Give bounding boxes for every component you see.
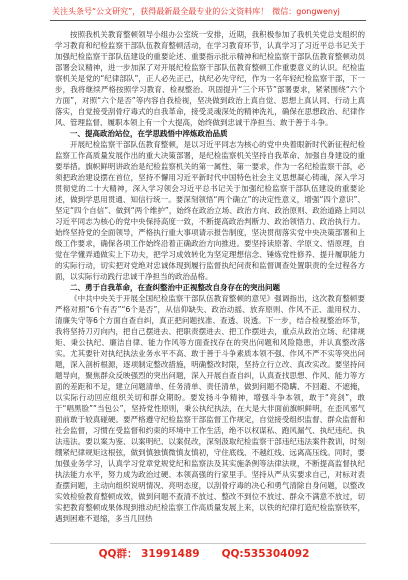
- section-2-paragraph: 《中共中央关于开展全国纪检监察干部队伍教育整顿的意见》强调指出，这次教育整顿要严格对照“6个有否”“6个是否”，从信仰缺失、政治动摇、放弃原则、作风不正、滥用权力、清廉失守等6个方面自查自纠，真正把问题找准、查透、说透。下一步，结合检视整治环节，我将坚持刀刃向内，把自己摆进去、把职责摆进去、把工作摆进去，重点从政治立场、纪律规矩、秉公执纪、廉洁自律、能力作风等方面查找存在的突出问题和风险隐患，并认真整改落实。尤其要针对执纪执法业务水平不高、敢于善于斗争素质本领不强、作风不严不实等突出问题，深入剖析根源，逐项制定整改措施，明确整改时限，坚持立行立改、真改实改。要坚持问题导向，聚焦群众反映强烈的突出问题，深入开展自查自纠，认真查找思想、作风、能力等方面的差距和不足，建立问题清单、任务清单、责任清单，做到问题不隐瞒、不回避、不遮掩，以实际行动回应组织关切和群众期盼。要发扬斗争精神，增强斗争本领，敢于“亮剑”，敢于“唱黑脸”“当包公”，坚持党性原则，秉公执纪执法，在大是大非面前旗帜鲜明，在歪风邪气面前敢于较真碰硬。要严格遵守纪检监察干部监督工作规定，自觉接受组织监督、群众监督和社会监督，习惯在受监督和约束的环境中工作生活，绝不以权谋私、跑风漏气、执纪违纪、执法违法。要以案为鉴、以案明纪、以案促改，深刻汲取纪检监察干部违纪违法案件教训，时刻绷紧纪律规矩这根弦，做到慎独慎微慎友慎初，守住底线、不越红线、远离高压线。同时，要加强业务学习，认真学习党章党规党纪和监察法及其实施条例等法律法规，不断提高监督执纪执法能力水平，努力成为政治过硬、本领高强的行家里手。坚持从严从实要求自己，对标对表查摆问题，主动向组织说明情况、亮明态度，以刮骨疗毒的决心和勇气清除自身问题，以整改实效检验教育整顿成效，做到问题不查清不放过、整改不到位不放过、群众不满意不放过，切实把教育整顿成果体现到推动纪检监察工作高质量发展上来，以铁的纪律打造纪检监察铁军，遇到困难不退缩，多当几回热: [55, 294, 365, 523]
- promo-header: [52, 7, 366, 17]
- footer-divider: [50, 543, 366, 544]
- document-body: [55, 29, 365, 540]
- section-heading-1: 一、提高政治站位，在学思践悟中淬炼政治品质: [70, 129, 228, 138]
- section-1-paragraph: 开展纪检监察干部队伍教育整顿，是以习近平同志为核心的党中央着眼新时代新征程纪检监察工作高质量发展作出的重大决策部署，是纪检监察机关坚持自我革命、加强自身建设的重要举措。旗帜鲜明讲政治是纪检监察机关的第一属性、第一要求，作为一名纪检监察干部，必须把政治建设摆在首位，坚持不懈用习近平新时代中国特色社会主义思想凝心铸魂，深入学习贯彻党的二十大精神，深入学习领会习近平总书记关于加强纪检监察干部队伍建设的重要论述，做到学思用贯通、知信行统一。要深刻领悟“两个确立”的决定性意义，增强“四个意识”、坚定“四个自信”、做到“两个维护”，始终在政治立场、政治方向、政治原则、政治道路上同以习近平同志为核心的党中央保持高度一致，不断提高政治判断力、政治领悟力、政治执行力。始终坚持党的全面领导，严格执行重大事项请示报告制度，坚决贯彻落实党中央决策部署和上级工作要求，确保各项工作始终沿着正确政治方向推进。要坚持读原著、学原文、悟原理，自觉在学懂弄通做实上下功夫，把学习成效转化为坚定理想信念、锤炼党性修养、提升履职能力的实际行动，切实把对党绝对忠诚体现到履行监督执纪问责和监督调查处置职责的全过程各方面，以实际行动践行忠诚干净担当的政治品格。: [55, 140, 365, 281]
- promo-notice: 关注头条号“公文研究”，获得最新最全最专业的公文资料库！: [52, 7, 269, 16]
- section-heading-2: 二、勇于自我革命，在查纠整治中正视整改自身存在的突出问题: [70, 283, 280, 292]
- header-divider: [50, 20, 366, 21]
- wechat-id: 微信：gongwenyj: [272, 7, 340, 16]
- qq-number: QQ:535304092: [221, 548, 310, 560]
- qq-group-number: QQ群： 31991489: [98, 548, 200, 560]
- intro-paragraph: 按照我机关教育整顿领导小组办公室统一安排，近期，我积极参加了我机关党总支组织的学习教育和纪检监察干部队伍教育整顿活动，在学习教育环节，认真学习了习近平总书记关于加强纪检监察干部队伍建设的重要论述、重要指示批示精神和纪检监察干部队伍教育整顿动员部署会议精神，进一步加深了对开展纪检监察干部队伍教育整顿工作重要意义的认识。纪检监察机关是党的“纪律部队”，正人必先正己，执纪必先守纪，作为一名年轻纪检监察干部，下一步，我将继续严格按照学习教育、检视整治、巩固提升“三个环节”部署要求，紧紧围绕“六个方面”，对照“六个是否”等内容自我检视，坚决做到政治上真自觉、思想上真认同、行动上真落实，自觉接受刮骨疗毒式的自我革命，接受灵魂深处的精神洗礼，确保在思想政治、纪律作风、管理监督、履职本领上有一个大提高，始终做到忠诚干净担当、敢于善于斗争。: [55, 30, 365, 127]
- contact-footer: [0, 547, 408, 561]
